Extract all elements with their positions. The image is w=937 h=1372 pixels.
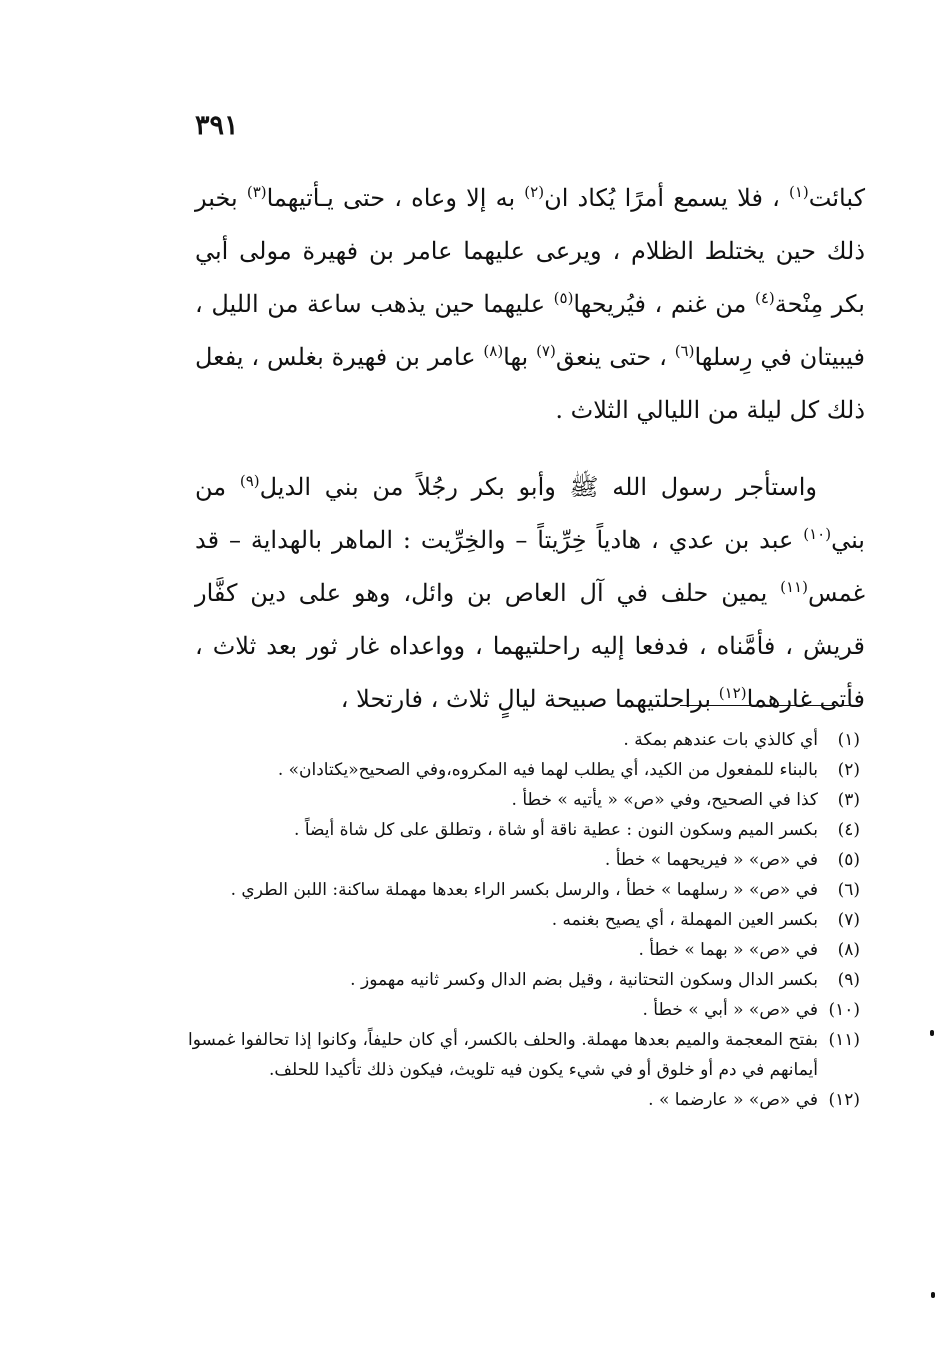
text-run: عامر بن فهيرة بغلس ، يفعل ذلك كل ليلة من الليالي الثلاث .	[195, 343, 865, 424]
footnote-ref: (٥)	[553, 289, 574, 307]
footnote	[188, 785, 860, 815]
text-run: عليهما حين يذهب ساعة من الليل ، فيبيتان في رِسلها	[195, 290, 866, 371]
footnote-ref: (٢)	[524, 183, 545, 201]
page-number: ٣٩١	[195, 110, 239, 141]
footnote-text: بكسر الدال وسكون التحتانية ، وقيل بضم الدال وكسر ثانيه مهموز .	[350, 970, 818, 990]
footnote-text: في «ص» « رسلهما » خطأ ، والرسل بكسر الراء بعدها مهملة ساكنة: اللبن الطري .	[230, 880, 818, 900]
footnote	[188, 1025, 860, 1085]
footnotes	[188, 725, 860, 1115]
footnote-ref: (٣)	[246, 183, 267, 201]
footnote-number: (٨)	[837, 940, 860, 960]
footnote-number: (٣)	[837, 790, 860, 810]
footnote-ref: (٩)	[239, 472, 260, 490]
footnote	[188, 965, 860, 995]
main-text	[195, 172, 865, 726]
scan-speck	[931, 1292, 935, 1298]
footnote-number: (٩)	[837, 970, 860, 990]
footnote-text: أي كالذي بات عندهم بمكة .	[623, 730, 818, 750]
footnote-number: (١١)	[828, 1030, 860, 1050]
footnote-text: بكسر العين المهملة ، أي يصيح بغنمه .	[551, 910, 818, 930]
footnote-number: (١٠)	[828, 1000, 860, 1020]
footnote-number: (٧)	[837, 910, 860, 930]
footnote-ref: (١١)	[780, 578, 808, 596]
footnote	[188, 845, 860, 875]
footnote-ref: (٧)	[536, 342, 556, 360]
footnote	[188, 725, 860, 755]
footnote-number: (١)	[837, 730, 860, 750]
footnote-ref: (٤)	[754, 289, 775, 307]
text-run: من غنم ، فيُريحها	[573, 290, 755, 318]
footnote-ref: (١٢)	[718, 684, 747, 702]
footnote	[188, 755, 860, 785]
footnote	[188, 935, 860, 965]
text-run: به إلا وعاه ، حتى يـأتيهما	[266, 184, 525, 212]
text-run: عبد بن عدي ، هادياً خِرِّيتاً – والخِرِّيت : الماهر بالهداية – قد غمس	[195, 526, 865, 607]
footnote-text: في «ص» « عارضما » .	[648, 1090, 818, 1110]
footnote	[188, 905, 860, 935]
footnote-text: في «ص» « بهما » خطأ .	[638, 940, 818, 960]
text-run: كبائت	[808, 184, 865, 212]
footnote-separator	[680, 705, 860, 706]
scan-speck	[930, 1030, 934, 1036]
text-run: بخبر ذلك حين يختلط الظلام ، ويرعى عليهما عامر بن فهيرة مولى أبي بكر مِنْحة	[195, 184, 866, 318]
footnote-text: في «ص» « أبي » خطأ .	[642, 1000, 818, 1020]
footnote-text: بفتح المعجمة والميم بعدها مهملة. والحلف بالكسر، أي كان حليفاً، وكانوا إذا تحالفوا غمسوا أيمانهم في دم أو خلوق أو في شيء يكون فيه تلويث، فيكون ذلك تأكيدا للحلف.	[188, 1030, 818, 1080]
footnote-ref: (١٠)	[803, 525, 832, 543]
text-run: يمين حلف في آل العاص بن وائل، وهو على دين كفَّار قريش ، فأمَّناه ، فدفعا إليه راحلتيهما ، وواعداه غار ثور بعد ثلاث ، فأتى غارهما	[195, 579, 865, 713]
text-run: ، فلا يسمع أمرًا يُكاد ان	[544, 184, 789, 212]
footnote-number: (١٢)	[828, 1090, 860, 1110]
paragraph-2	[195, 461, 865, 726]
text-run: بها	[503, 343, 537, 371]
footnote-ref: (٨)	[483, 342, 504, 360]
footnote-number: (٦)	[837, 880, 860, 900]
footnote-text: في «ص» « فيريحهما » خطأ .	[604, 850, 818, 870]
text-run: ، حتى ينعق	[555, 343, 675, 371]
footnote-text: بكسر الميم وسكون النون : عطية ناقة أو شاة ، وتطلق على كل شاة أيضاً .	[294, 820, 818, 840]
footnote-ref: (٦)	[674, 342, 695, 360]
footnote-ref: (١)	[788, 183, 809, 201]
footnote-number: (٥)	[837, 850, 860, 870]
text-run: من بني	[195, 473, 865, 554]
footnote	[188, 1085, 860, 1115]
footnote-text: كذا في الصحيح، وفي «ص» « يأتيه » خطأ .	[511, 790, 818, 810]
footnote-number: (٢)	[837, 760, 860, 780]
paragraph-1	[195, 172, 865, 437]
footnote	[188, 875, 860, 905]
text-run: واستأجر رسول الله ﷺ وأبو بكر رجُلاً من بني الديل	[259, 473, 817, 501]
footnote	[188, 995, 860, 1025]
footnote-text: بالبناء للمفعول من الكيد، أي يطلب لهما فيه المكروه،وفي الصحيح«يكتادان» .	[277, 760, 818, 780]
footnote	[188, 815, 860, 845]
text-run: براحلتيهما صبيحة ليالٍ ثلاث ، فارتحلا ،	[340, 685, 719, 713]
footnote-number: (٤)	[837, 820, 860, 840]
